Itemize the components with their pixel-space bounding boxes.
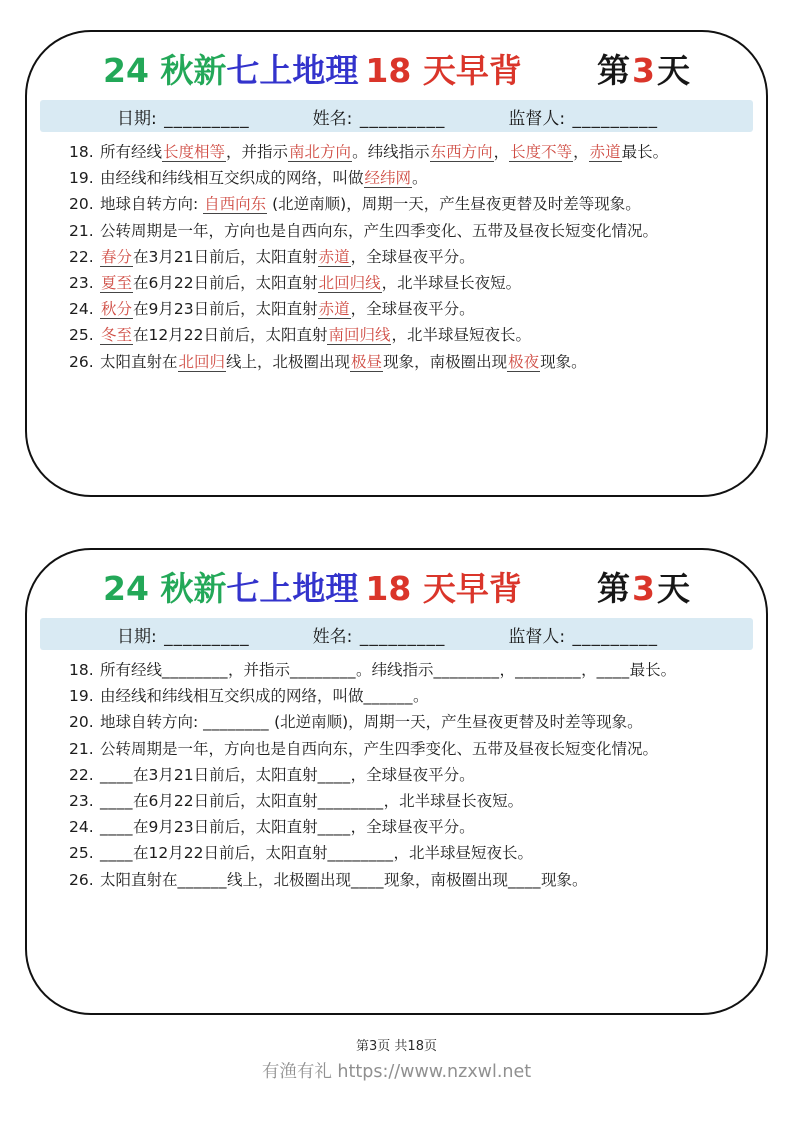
page-number: 第3页 共18页 [356, 1039, 437, 1054]
item-text [100, 709, 740, 735]
item-number: 24. [69, 818, 94, 837]
answer-text: 东西方向 [430, 143, 493, 161]
date-blank-line: _________ [164, 108, 250, 129]
item-number: 26. [69, 352, 94, 371]
text-run: ，全球昼夜平分。 [350, 300, 475, 319]
blank-line: ____ [100, 792, 133, 811]
text-run: 在3月21日前后，太阳直射 [133, 247, 318, 266]
item-number: 25. [69, 326, 94, 345]
list-item [69, 322, 740, 348]
text-run: 所有经线 [100, 143, 163, 161]
text-run: 线上，北极圈出现 [227, 870, 352, 889]
item-text [100, 270, 740, 296]
item-number: 25. [69, 844, 94, 863]
item-text [100, 296, 740, 322]
item-number: 21. [69, 739, 94, 758]
item-text [100, 349, 740, 375]
date-label: 日期: [117, 108, 157, 129]
supervisor-blank-line: _________ [572, 108, 658, 129]
list-item [69, 657, 740, 683]
item-text [100, 322, 740, 348]
text-run: ，北半球昼短夜长。 [391, 326, 531, 345]
item-number: 20. [69, 195, 94, 214]
name-label: 姓名: [312, 626, 353, 647]
text-run: ，北半球昼长夜短。 [381, 274, 522, 293]
text-run: ， [581, 661, 597, 679]
list-item [69, 349, 740, 375]
answer-text: 夏至 [101, 274, 133, 293]
list-item [69, 709, 740, 735]
text-run: 公转周期是一年，方向也是自西向东，产生四季变化、五带及昼夜长短变化情况。 [100, 739, 659, 758]
item-number: 22. [69, 765, 94, 784]
list-item [69, 139, 740, 165]
date-field [117, 622, 250, 647]
panel-blanks [25, 548, 768, 1015]
text-run: 所有经线 [100, 661, 163, 679]
date-field [117, 104, 250, 129]
text-run: 最长。 [621, 143, 669, 161]
item-text [100, 736, 740, 762]
item-number: 23. [69, 274, 94, 293]
text-run: 由经线和纬线相互交织成的网络，叫做 [100, 687, 364, 706]
answer-text: 北回归 [178, 352, 226, 371]
title-subject: 七上地理 [226, 51, 359, 90]
date-blank-line: _________ [164, 626, 250, 647]
item-text [100, 867, 740, 893]
text-run: ，并指示 [226, 143, 289, 161]
day-number: 3 [632, 51, 657, 90]
text-run: 。纬线指示 [352, 143, 430, 161]
blank-line: ________ [162, 661, 229, 679]
text-run: 。 [413, 687, 429, 706]
list-item [69, 840, 740, 866]
list-item [69, 218, 740, 244]
day-number: 3 [632, 569, 657, 608]
text-run: 太阳直射在 [100, 352, 178, 371]
text-run: ， [493, 143, 510, 161]
info-bar [40, 618, 753, 650]
text-run: 在6月22日前后，太阳直射 [133, 792, 318, 811]
item-number: 20. [69, 713, 94, 732]
supervisor-blank-line: _________ [572, 626, 658, 647]
day-prefix: 第 [597, 569, 633, 608]
blank-line: ____ [596, 661, 630, 679]
panel-answers [25, 30, 768, 497]
item-list-answers [27, 132, 766, 375]
answer-text: 长度不等 [510, 143, 573, 161]
text-run: ，北半球昼短夜长。 [393, 844, 533, 863]
item-number: 24. [69, 300, 94, 319]
answer-text: 极昼 [351, 352, 383, 371]
text-run: 由经线和纬线相互交织成的网络，叫做 [100, 169, 364, 188]
text-run: 最长。 [629, 661, 677, 679]
text-run: 线上，北极圈出现 [226, 352, 351, 371]
text-run: 在9月23日前后，太阳直射 [133, 818, 318, 837]
name-blank-line: _________ [359, 108, 446, 129]
blank-line: ________ [203, 713, 270, 732]
day-prefix: 第 [597, 51, 633, 90]
item-number: 18. [69, 143, 94, 161]
answer-text: 秋分 [101, 300, 133, 319]
list-item [69, 814, 740, 840]
list-item [69, 736, 740, 762]
day-suffix: 天 [657, 51, 692, 90]
item-number: 18. [69, 661, 94, 679]
text-run: ， [573, 143, 589, 161]
supervisor-field [508, 622, 658, 647]
text-run: 地球自转方向: [100, 713, 204, 732]
text-run: 现象，南极圈出现 [383, 352, 508, 371]
text-run: 在12月22日前后，太阳直射 [133, 326, 328, 345]
title-season: 24 秋新 [103, 51, 227, 90]
item-number: 22. [69, 247, 94, 266]
item-list-blanks [27, 650, 766, 893]
answer-text: 长度相等 [163, 143, 226, 161]
item-number: 23. [69, 792, 94, 811]
blank-line: ____ [351, 870, 385, 889]
text-run: 公转周期是一年，方向也是自西向东，产生四季变化、五带及昼夜长短变化情况。 [100, 221, 659, 240]
title-season: 24 秋新 [103, 569, 227, 608]
name-field [313, 622, 446, 647]
answer-text: 赤道 [318, 247, 350, 266]
blank-line: ____ [317, 818, 351, 837]
text-run: ，全球昼夜平分。 [350, 818, 475, 837]
text-run: (北逆南顺)，周期一天，产生昼夜更替及时差等现象。 [267, 195, 641, 214]
text-run: ，全球昼夜平分。 [350, 247, 475, 266]
list-item [69, 296, 740, 322]
text-run: ，并指示 [228, 661, 291, 679]
blank-line: ____ [100, 844, 133, 863]
title-program: 18 天早背 [365, 51, 522, 90]
name-field [313, 104, 446, 129]
item-number: 19. [69, 169, 94, 188]
item-text [100, 683, 740, 709]
item-text [100, 657, 740, 683]
text-run: ，北半球昼长夜短。 [383, 792, 524, 811]
answer-text: 北回归线 [318, 274, 381, 293]
text-run: 现象。 [541, 870, 588, 889]
list-item [69, 867, 740, 893]
list-item [69, 762, 740, 788]
item-text [100, 218, 740, 244]
panel-title [27, 550, 766, 612]
blank-line: ________ [290, 661, 357, 679]
answer-text: 南北方向 [289, 143, 352, 161]
answer-text: 自西向东 [204, 195, 267, 214]
blank-line: ________ [433, 661, 500, 679]
text-run: ， [499, 661, 516, 679]
answer-text: 经纬网 [364, 169, 412, 188]
text-run: 在9月23日前后，太阳直射 [133, 300, 318, 319]
name-blank-line: _________ [359, 626, 446, 647]
supervisor-label: 监督人: [508, 626, 566, 647]
blank-line: ____ [100, 765, 133, 784]
list-item [69, 191, 740, 217]
title-program: 18 天早背 [365, 569, 522, 608]
item-text [100, 788, 740, 814]
blank-line: ______ [177, 870, 228, 889]
title-text [103, 563, 522, 610]
item-number: 26. [69, 870, 94, 889]
title-text [103, 45, 522, 92]
watermark-site: 有渔有礼 https://www.nzxwl.net [261, 1062, 532, 1082]
item-text [100, 139, 740, 165]
title-subject: 七上地理 [226, 569, 359, 608]
text-run: 在12月22日前后，太阳直射 [133, 844, 328, 863]
info-bar [40, 100, 753, 132]
list-item [69, 244, 740, 270]
date-label: 日期: [117, 626, 157, 647]
blank-line: ____ [317, 765, 351, 784]
list-item [69, 165, 740, 191]
answer-text: 南回归线 [328, 326, 391, 345]
list-item [69, 683, 740, 709]
item-text [100, 191, 740, 217]
blank-line: ____ [508, 870, 542, 889]
item-text [100, 814, 740, 840]
text-run: (北逆南顺)，周期一天，产生昼夜更替及时差等现象。 [269, 713, 643, 732]
name-label: 姓名: [312, 108, 353, 129]
title-day-badge [597, 563, 692, 610]
blank-line: ______ [363, 687, 414, 706]
text-run: 地球自转方向: [100, 195, 204, 214]
list-item [69, 270, 740, 296]
blank-line: ________ [317, 792, 384, 811]
text-run: 。纬线指示 [356, 661, 434, 679]
list-item [69, 788, 740, 814]
blank-line: ________ [327, 844, 394, 863]
item-text [100, 165, 740, 191]
text-run: 现象，南极圈出现 [384, 870, 509, 889]
text-run: 在3月21日前后，太阳直射 [133, 765, 318, 784]
blank-line: ________ [515, 661, 582, 679]
title-day-badge [597, 45, 692, 92]
text-run: 。 [412, 169, 428, 188]
supervisor-label: 监督人: [508, 108, 566, 129]
blank-line: ____ [100, 818, 133, 837]
answer-text: 赤道 [318, 300, 350, 319]
item-number: 19. [69, 687, 94, 706]
answer-text: 极夜 [508, 352, 540, 371]
supervisor-field [508, 104, 658, 129]
item-text [100, 762, 740, 788]
answer-text: 冬至 [101, 326, 133, 345]
text-run: 现象。 [540, 352, 587, 371]
item-number: 21. [69, 221, 94, 240]
answer-text: 赤道 [589, 143, 621, 161]
panel-title [27, 32, 766, 94]
day-suffix: 天 [657, 569, 692, 608]
text-run: ，全球昼夜平分。 [350, 765, 475, 784]
item-text [100, 244, 740, 270]
text-run: 太阳直射在 [100, 870, 178, 889]
answer-text: 春分 [101, 247, 133, 266]
item-text [100, 840, 740, 866]
text-run: 在6月22日前后，太阳直射 [133, 274, 318, 293]
